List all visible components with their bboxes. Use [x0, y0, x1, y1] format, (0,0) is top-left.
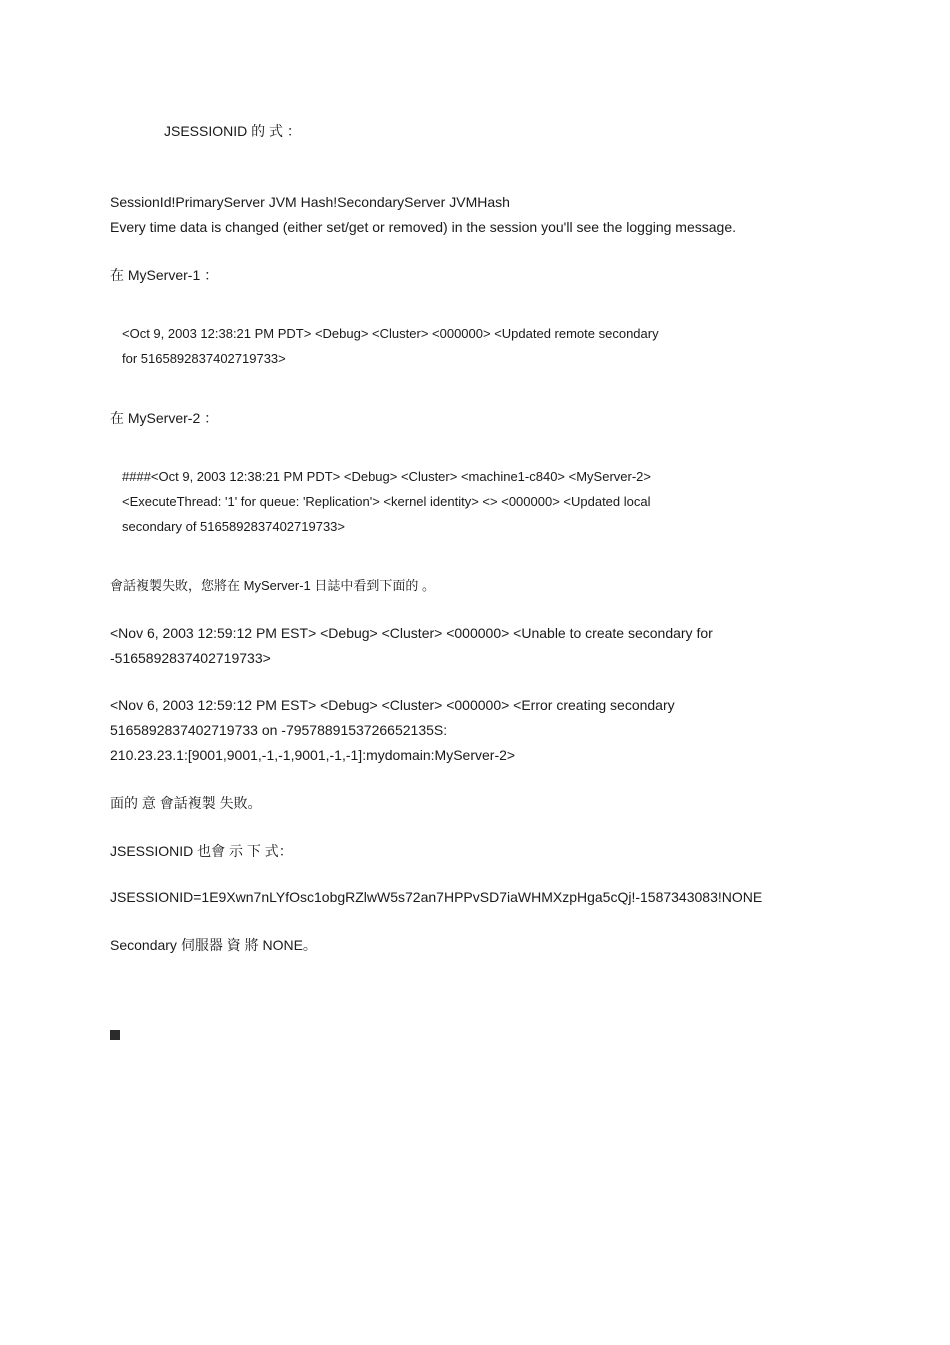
server2-log-line-2: <ExecuteThread: '1' for queue: 'Replication'> <kernel identity> <> <000000> <Updated local: [122, 494, 651, 509]
server2-log-line-1: ####<Oct 9, 2003 12:38:21 PM PDT> <Debug> <Cluster> <machine1-c840> <MyServer-2>: [122, 469, 651, 484]
error-log-2-line-2: 5165892837402719733 on -7957889153726652135S:: [110, 722, 448, 738]
failure-note: 面的 意 會話複製 失敗。: [110, 795, 262, 811]
logging-note: Every time data is changed (either set/get or removed) in the session you'll see the logging message.: [110, 219, 737, 235]
server2-log-line-3: secondary of 5165892837402719733>: [122, 519, 346, 534]
failure-intro: 會話複製失敗，您將在 MyServer-1 日誌中看到下面的 。: [110, 578, 436, 593]
jsessionid-format-heading: JSESSIONID 的 式 ：: [164, 123, 301, 139]
jsessionid-display-note: JSESSIONID 也會 示 下 式：: [110, 843, 293, 859]
session-format-line: SessionId!PrimaryServer JVM Hash!SecondaryServer JVMHash: [110, 194, 510, 210]
server1-log-line-1: <Oct 9, 2003 12:38:21 PM PDT> <Debug> <Cluster> <000000> <Updated remote secondary: [122, 326, 659, 341]
server1-log-line-2: for 5165892837402719733>: [122, 351, 286, 366]
error-log-1-line-2: -5165892837402719733>: [110, 650, 271, 666]
server2-heading: 在 MyServer-2 ：: [110, 410, 219, 426]
server1-heading: 在 MyServer-1 ：: [110, 267, 219, 283]
square-bullet-icon: [110, 1030, 120, 1040]
secondary-note: Secondary 伺服器 資 將 NONE。: [110, 937, 317, 953]
jsessionid-example: JSESSIONID=1E9Xwn7nLYfOsc1obgRZlwW5s72an7HPPvSD7iaWHMXzpHga5cQj!-1587343083!NONE: [110, 889, 763, 905]
error-log-1-line-1: <Nov 6, 2003 12:59:12 PM EST> <Debug> <Cluster> <000000> <Unable to create secondary for: [110, 625, 713, 641]
error-log-2-line-1: <Nov 6, 2003 12:59:12 PM EST> <Debug> <Cluster> <000000> <Error creating secondary: [110, 697, 675, 713]
error-log-2-line-3: 210.23.23.1:[9001,9001,-1,-1,9001,-1,-1]:mydomain:MyServer-2>: [110, 747, 516, 763]
